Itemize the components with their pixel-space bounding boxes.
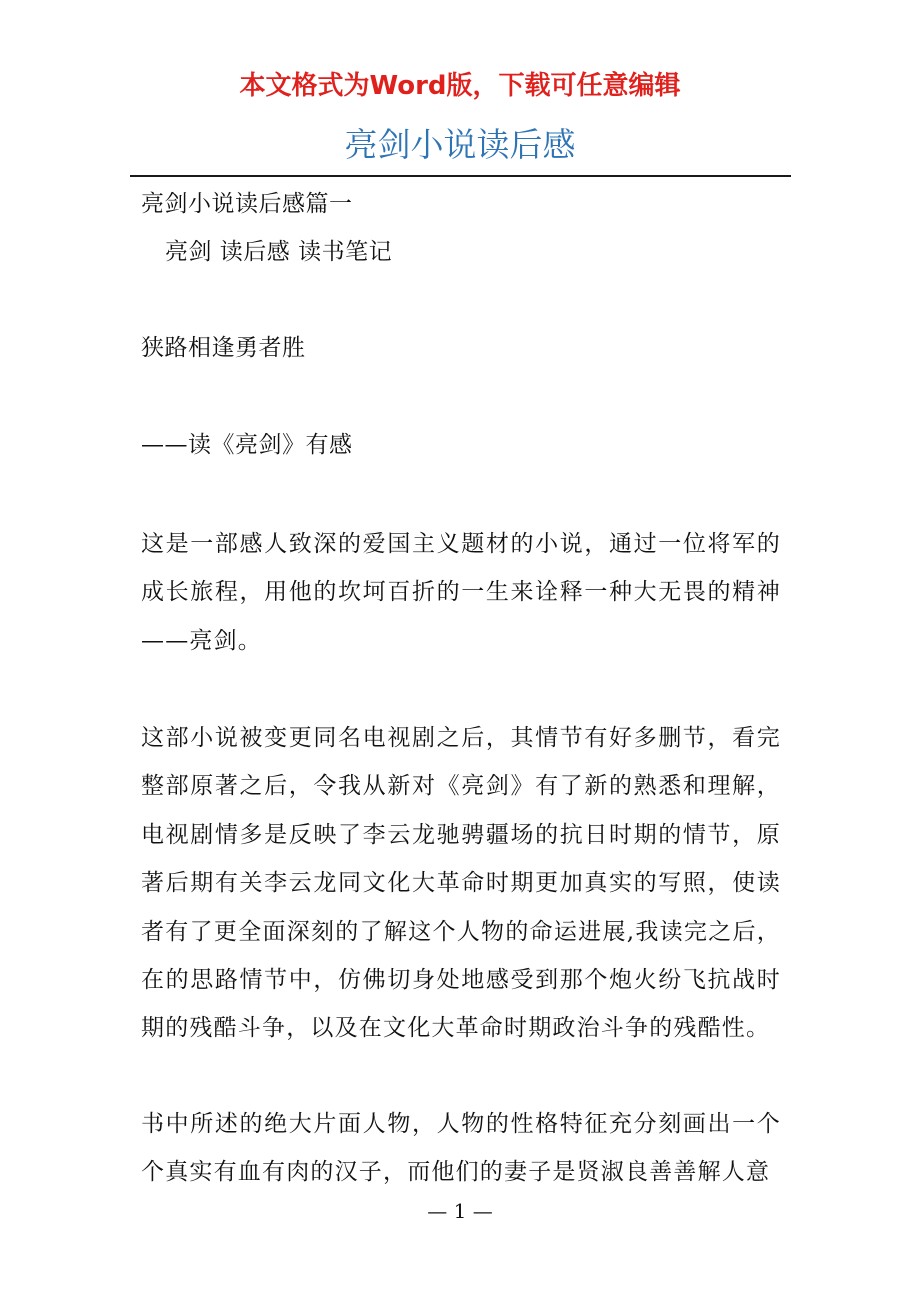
paragraph: 这是一部感人致深的爱国主义题材的小说，通过一位将军的成长旅程，用他的坎坷百折的一生来诠释一种大无畏的精神——亮剑。 — [141, 531, 781, 654]
essay-title: 狭路相逢勇者胜 — [141, 335, 306, 361]
title-divider — [130, 175, 791, 177]
document-title: 亮剑小说读后感 — [344, 125, 576, 164]
paragraph: 书中所述的绝大片面人物，人物的性格特征充分刻画出一个个真实有血有肉的汉子，而他们的妻子是贤淑良善善解人意 — [141, 1111, 781, 1186]
section-heading: 亮剑小说读后感篇一 — [141, 191, 353, 217]
essay-subtitle: ——读《亮剑》有感 — [141, 432, 353, 458]
paragraph: 这部小说被变更同名电视剧之后，其情节有好多删节，看完整部原著之后，令我从新对《亮剑》有了新的熟悉和理解，电视剧情多是反映了李云龙驰骋疆场的抗日时期的情节，原著后期有关李云龙同文化大革命时期更加真实的写照，使读者有了更全面深刻的了解这个人物的命运进展,我读完之后，在的思路情节中，仿佛切身处地感受到那个炮火纷飞抗战时期的残酷斗争，以及在文化大革命时期政治斗争的残酷性。 — [141, 725, 781, 1042]
keyword-tags: 亮剑 读后感 读书笔记 — [165, 239, 393, 265]
format-notice-banner: 本文格式为Word版，下载可任意编辑 — [239, 71, 681, 101]
page-number: — 1 — — [427, 1199, 493, 1223]
